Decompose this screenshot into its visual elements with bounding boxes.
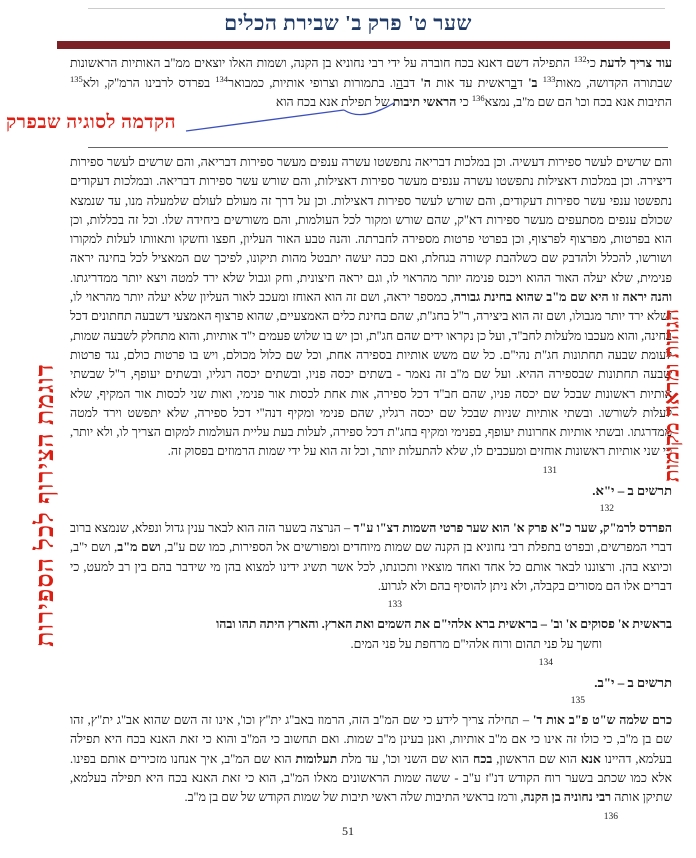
footnote-paragraph [70, 711, 672, 807]
top-rule [88, 8, 665, 9]
footnote-reference: 132 [573, 53, 587, 64]
footnote-number: 133 [387, 600, 402, 611]
text-segment: בראשית א' פסוקים א' וב' – בראשית ברא אלהי"ם את השמים ואת הארץ. והארץ היתה תהו ובהו [216, 617, 672, 632]
intro-paragraph [70, 54, 672, 113]
footnote-paragraph [70, 635, 672, 654]
text-segment: ב' [528, 75, 538, 90]
footnote-number: 135 [570, 696, 585, 707]
text-segment: כי [586, 56, 596, 70]
text-segment: של תפילת אנא בכח הוא [275, 95, 393, 109]
text-segment: , ושם י"ב, וכיוצא בהן. ורצוננו לבאר אותם כל אחד ואחד מוצאיו ותכונתו, לכל אשר תשיג ידינו למצוא בהן מי שידבר בהם בין רב למעט, כי דברים אלו הם מסורים בקבלה, ולא ניתן להוסיף בהם ולא לגרוע. [70, 540, 672, 593]
footnote-number: 131 [542, 465, 557, 476]
footnote-reference: 136 [471, 92, 485, 103]
text-segment: אנא [580, 751, 601, 766]
text-segment: רבי נחוניה בן הקנה [523, 790, 612, 805]
diagram-heading: תרשים ב – י"א. [592, 482, 672, 498]
text-segment: ושם מ"ב [117, 540, 161, 555]
text-segment: – הנרצה בשער הזה הוא לבאר ענין גדול ונפלא, שנמצא ברוב דברי המפרשים, ובפרט בתפלת רבי נחוניא בן הקנה שם שמות מיוחדים ומפורשים אל הספירות, כמו שם ע"ב, [70, 521, 672, 555]
text-segment: התיבות אנא בכח וכו' הם שם מ"ב, נמצא [484, 95, 672, 109]
text-segment: ה' [420, 75, 431, 90]
diagram-heading: תרשים ב – י"ב. [594, 674, 672, 690]
text-segment: ה [396, 75, 404, 90]
footnote-reference: 133 [542, 73, 556, 84]
text-segment: הוא שם המ"ב, איך אנחנו מזכירים אותם בפינו. אלא כמו שכתב בשער רוח הקודש דנ"ז ע"ב - ששה שמות הראשונים מאלו המ"ב, הוא כי זאת האנא בכח היא תפילה בעלמא, שתיקן אותה [70, 751, 672, 805]
page-title: שער ט' פרק ב' שבירת הכלים [224, 11, 472, 35]
left-margin-note: דוגמת הצירוף לכל הספירות [32, 363, 59, 647]
text-segment: התפילה דשם דאנא בכח חוברה על ידי רבי נחוניא בן הקנה, ושמות האלו יוצאים ממ"ב האותיות הראשונות שבתורה הקדושה, מאות [70, 56, 673, 90]
text-segment: בכח [472, 751, 493, 766]
text-segment: והנה יראה זו היא שם מ"ב שהוא בחינת גבורה [453, 290, 673, 305]
text-segment: כי [456, 95, 472, 109]
text-segment: ו. בתמורות וצרופי אותיות, כמבואר [228, 75, 397, 90]
footnote-reference: 134 [215, 73, 229, 84]
text-segment: , כמספר יראה, ושם זה הוא האוחז ומעכב לאור העליון שלא יעלה יותר מהראוי לו, ושלא ירד יותר מגבולו, ושם זה הוא ביצירה, ר"ל בחג"ת, שהם בחינת כלים האמצעיים, שהוא פרצוף האמצעי דשבעה תחתונים דכל בחינה, והוא מעכבו מלעלות לחב"ד, ועל כן נקראו ידים שהם חג"ת, וכן יש בו שלוש פעמים י"ד אותיות, והוא מתחלק לשבעה שמות, לעומת שבעה תחתונות חג"ת נהי"ם. כל שם משש אותיות בספירה אחת, וכל שם כלול מכולם, ויש בו פרטות כולם, נגד פרטות שבעה תחתונות שבספירה ההיא. ועל שם מ"ב זה נאמר - בשתים יכסה פניו, ובשתים יכסה רגליו, ובשתים יעופף, ר"ל שבשתי אותיות ראשונות שבכל שם יכסה פניו, שהם חב"ד דכל ספירה, אות אחת לכסות אור פנימי, ואות שני לכסות אור המקיף, שלא לעלות לשורשו. ובשתי אותיות שניות שבכל שם יכסה רגליו, שהם פנימי ומקיף דנה"י דכל ספירה, שלא יתפשט וירד למטה ממדרגתו. ובשתי אותיות אחרונות יעופף, בפנימי ומקיף בחג"ת דכל ספירה, לעלות בעת עליית העולמות למקום הצריך לו, ולא יותר, כי שני אותיות ראשונות אוחזים ומעכבים לו, שלא להתעלות יותר, וכל זה הוא על ידי שמות הרמוזים בפסוק זה. [70, 290, 672, 459]
right-margin-note: הגהות ומראה מקומות [659, 308, 684, 483]
text-segment: ב [510, 75, 517, 90]
footnote-paragraph [70, 615, 672, 634]
text-segment: תעלומות [295, 751, 338, 766]
footnote-number: 136 [603, 811, 618, 822]
footnote-paragraph [70, 153, 672, 462]
text-segment: הוא שם הראשון, [492, 751, 581, 766]
footnote-number: 134 [538, 657, 553, 668]
footnote-paragraph [70, 519, 672, 596]
title-divider-bar [57, 41, 670, 49]
page-number: 51 [342, 824, 354, 838]
text-segment: דב [403, 75, 421, 90]
text-segment: כרם שלמה ש"ט פ"ב אות ד' [532, 713, 672, 728]
text-segment: הפרדס לרמ"ק, שער כ"א פרק א' הוא שער פרטי השמות דצ"ו ע"ד [353, 521, 672, 536]
text-segment: , ורמז בראשי התיבות שלה ראשי תיבות של שמות הקודש של שם בן מ"ב. [184, 790, 524, 805]
handwritten-note: הקדמה לסוגיה שבפרק [6, 112, 177, 133]
text-segment: ד [516, 75, 529, 90]
text-segment: הראשי תיבות [392, 95, 457, 109]
footnote-reference: 135 [70, 73, 83, 84]
text-segment: וחשך על פני תהום ורוח אלהי"ם מרחפת על פני המים. [350, 636, 602, 651]
text-segment: והם שרשים לעשר ספירות דעשיה. וכן במלכות דבריאה נתפשטו עשרה ענפים מעשר ספירות דבריאה, והם שרשים לעשר ספירות דיצירה. וכן במלכות דאצילות נתפשטו עשרה ענפים מעשר ספירות דאצילות, והם שורש עשר ספירות דבריאה. ובמלכות דעקודים נתפשטו ענפי עשר ספירות דעקודים, והם שורש לעשר ספירות דאצילות. וכן על דרך זה מעולם לעולם שלמעלה מנו, עד שנמצא שכולם ענפים מסתעפים מעשר ספירות דא"ק, שהם שורש ומקור לכל העולמות, והם משורשים ביחידה שלו. וכל זה בכללות, וכן הוא בפרטות, מפרצוף לפרצוף, וכן בפרטי פרטות מספירה לחברתה. והנה טבע האור העליון, חפצו וחשקו ותאוותו לעלות למקורו ושורשו, להכלל ולהדבק שם כשלהבת קשורה בגחלת, ואם ככה יעשה יתבטל מהות תיקונו, לפיכך שם המאציל לכל בחינה יראה פנימית, שלא יעלה האור ההוא ויכנס פנימה יותר מהראוי לו, וגם יראה חיצונית, וחק וגבול שלא ירד למטה ויצא יותר ממדריגתו. [70, 155, 672, 285]
text-segment: עוד צריך לדעת [595, 56, 672, 70]
text-segment: הוא שם השני וכו', עד מלת [337, 751, 473, 766]
text-segment: – תחילה צריך לידע כי שם המ"ב הזה, הרמוז באב"ג ית"ץ וכו', אינו זה השם שהוא אב"ג ית"ץ, זהו שם בן מ"ב, כי כולו זה אינו כי אם מ"ב אותיות, ואנן בעינן מ"ב שמות. ואם תחשוב כי המ"ב והוא כי זאת האנא בכח היא תפילה בעלמא, דהיינו [70, 713, 673, 766]
footnote-number: 132 [599, 504, 614, 515]
text-segment: בפרדס לרבינו הרמ"ק, ולא [82, 75, 216, 90]
footnote-section [70, 153, 672, 827]
footnote-separator-line [88, 147, 668, 148]
text-segment: ראשית עד אות [430, 75, 511, 90]
